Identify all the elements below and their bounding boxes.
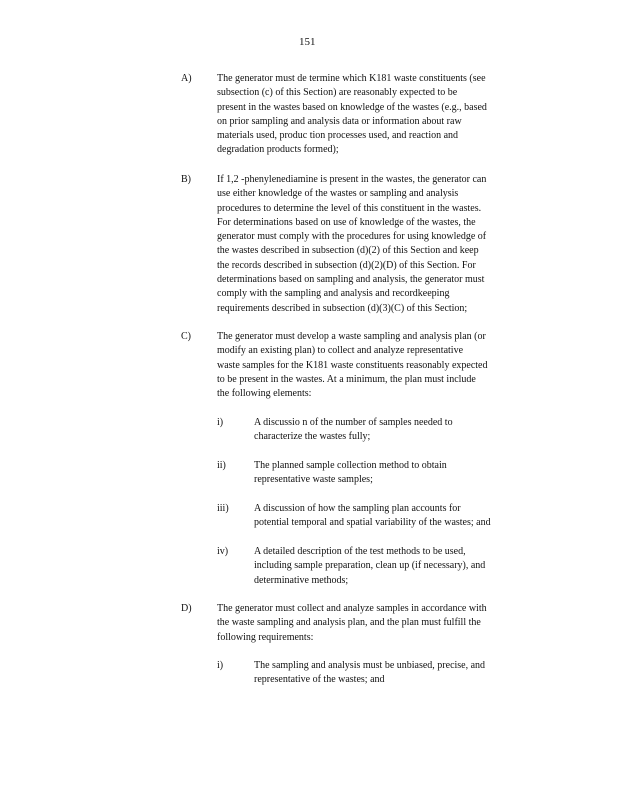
item-a-line: subsection (c) of this Section) are reasonably expected to be xyxy=(217,87,458,99)
subitem-text xyxy=(254,416,453,445)
subitem-line: potential temporal and spatial variability of the wastes; and xyxy=(254,517,491,529)
subitem-line: representative of the wastes; and xyxy=(254,674,385,686)
subitem-line: The sampling and analysis must be unbiased, precise, and xyxy=(254,660,486,671)
item-a-line: on prior sampling and analysis data or information about raw xyxy=(217,115,462,127)
item-b-line: determinations based on sampling and analysis, the generator must xyxy=(217,274,485,286)
subitem-label: i) xyxy=(217,417,224,428)
item-d-line: following requirements: xyxy=(217,631,314,643)
subitem-label: ii) xyxy=(217,460,226,471)
item-a-line: The generator must de termine which K181 waste constituents (see xyxy=(217,73,486,84)
item-a-line: materials used, produc tion processes used, and reaction and xyxy=(217,130,459,142)
item-b-line: the records described in subsection (d)(2)(D) of this Section. For xyxy=(217,259,476,271)
subitem-label: iii) xyxy=(217,503,229,514)
item-b-text xyxy=(217,173,486,316)
subitem-line: determinative methods; xyxy=(254,574,349,586)
item-a-line: degradation products formed); xyxy=(217,144,339,156)
item-c-line: waste samples for the K181 waste constituents reasonably expected xyxy=(217,359,488,371)
item-c-line: to be present in the wastes. At a minimum, the plan must include xyxy=(217,373,476,385)
item-b-line: For determinations based on use of knowledge of the wastes, the xyxy=(217,216,476,228)
item-a-text xyxy=(217,72,487,158)
subitem-line: characterize the wastes fully; xyxy=(254,431,371,443)
subitem-line: A discussion of how the sampling plan accounts for xyxy=(254,503,461,514)
subitem-line: A discussio n of the number of samples needed to xyxy=(254,417,453,428)
item-b-line: comply with the sampling and analysis and recordkeeping xyxy=(217,288,450,300)
item-c-line: modify an existing plan) to collect and analyze representative xyxy=(217,345,464,357)
item-c-line: The generator must develop a waste sampling and analysis plan (or xyxy=(217,331,486,342)
item-b-line: use either knowledge of the wastes or sampling and analysis xyxy=(217,188,459,200)
subitem-text xyxy=(254,459,447,488)
item-d-line: The generator must collect and analyze samples in accordance with xyxy=(217,603,487,614)
subitem-line: representative waste samples; xyxy=(254,474,373,486)
item-b-line: If 1,2 -phenylenediamine is present in the wastes, the generator can xyxy=(217,174,487,185)
item-c-label: C) xyxy=(181,331,191,342)
subitem-text xyxy=(254,545,485,588)
item-d-label: D) xyxy=(181,603,192,614)
item-a-label: A) xyxy=(181,73,192,84)
subitem-line: The planned sample collection method to obtain xyxy=(254,460,447,471)
item-a-line: present in the wastes based on knowledge of the wastes (e.g., based xyxy=(217,101,487,113)
subitem-label: iv) xyxy=(217,546,229,557)
item-b-line: requirements described in subsection (d)(3)(C) of this Section; xyxy=(217,302,468,314)
item-b-line: generator must comply with the procedures for using knowledge of xyxy=(217,231,487,243)
item-b-label: B) xyxy=(181,174,191,185)
item-c-text xyxy=(217,330,487,401)
subitem-text xyxy=(254,502,491,531)
subitem-line: including sample preparation, clean up (if necessary), and xyxy=(254,560,486,572)
page-number: 151 xyxy=(299,36,316,48)
subitem-label: i) xyxy=(217,660,224,671)
subitem-text xyxy=(254,659,485,688)
item-b-line: procedures to determine the level of this constituent in the wastes. xyxy=(217,202,482,214)
item-b-line: the wastes described in subsection (d)(2) of this Section and keep xyxy=(217,245,479,257)
subitem-line: A detailed description of the test methods to be used, xyxy=(254,546,466,557)
item-d-text xyxy=(217,602,487,645)
item-c-line: the following elements: xyxy=(217,388,312,400)
item-d-line: the waste sampling and analysis plan, and the plan must fulfill the xyxy=(217,617,481,629)
